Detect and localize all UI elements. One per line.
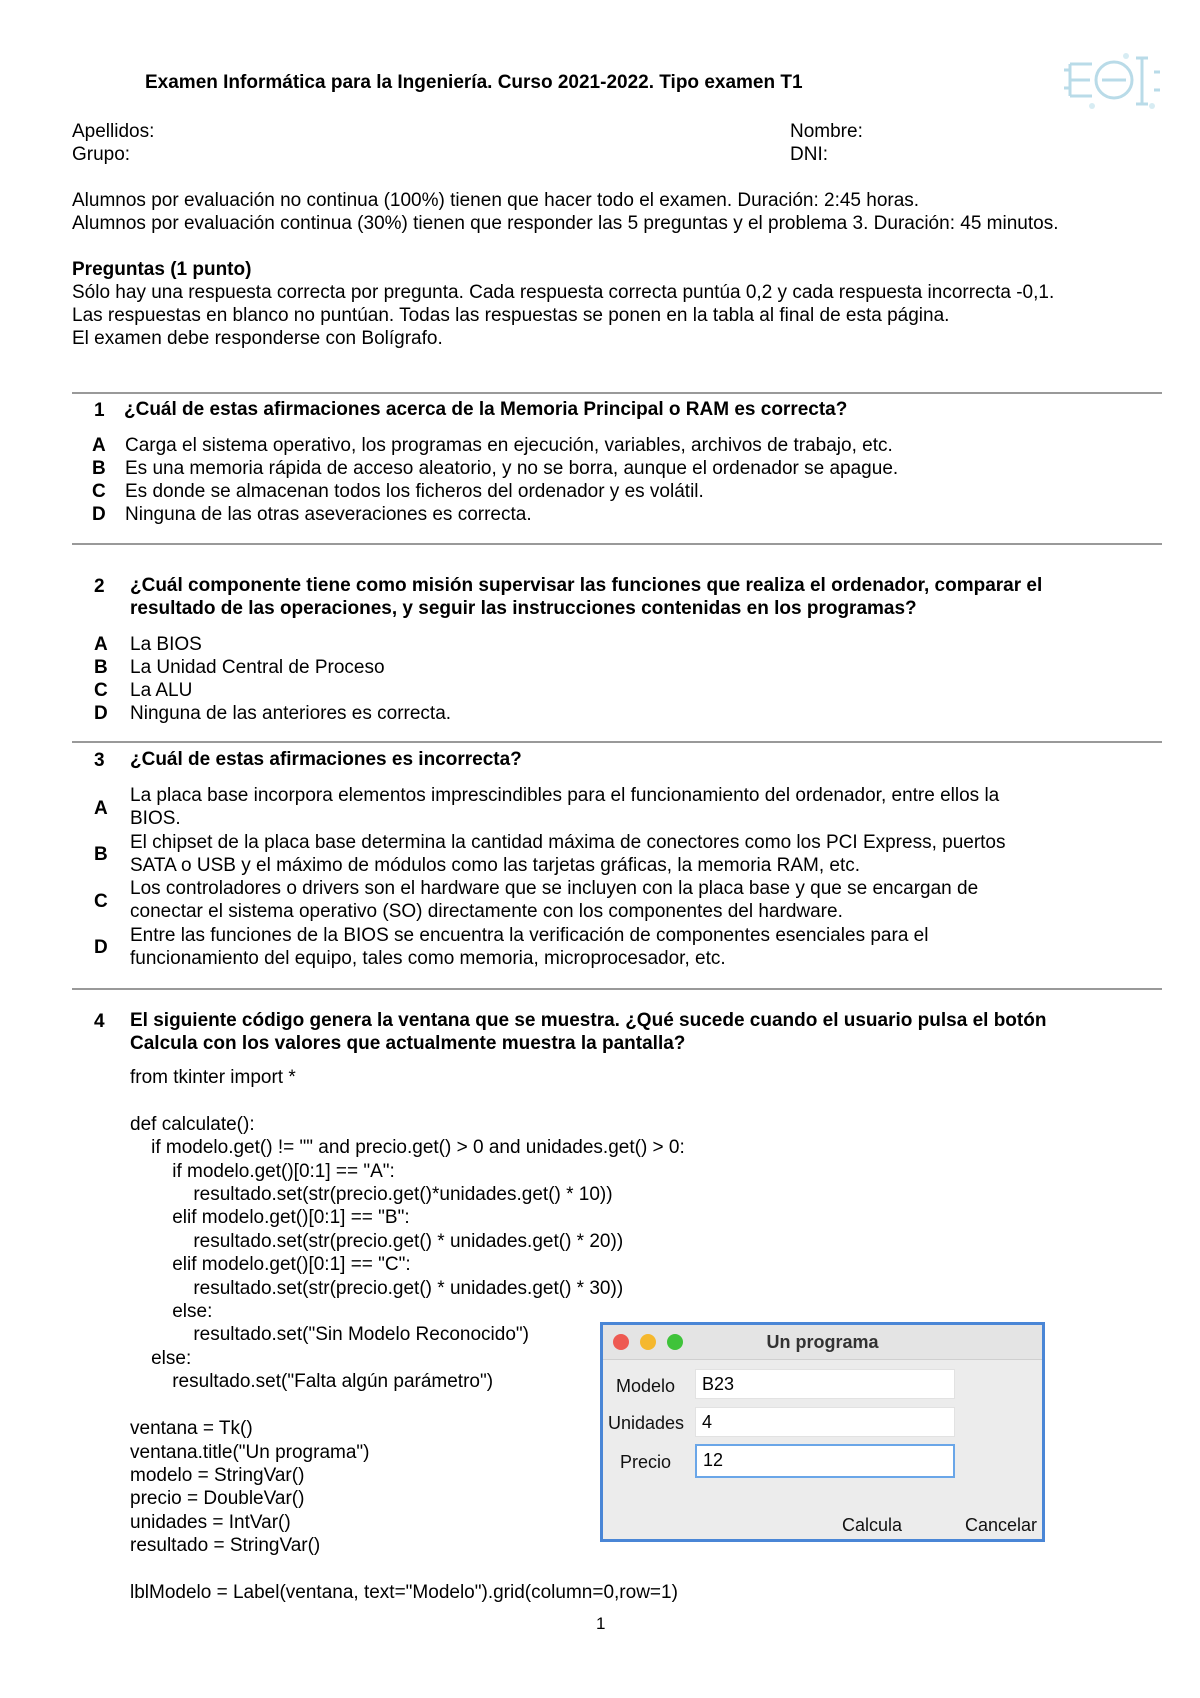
question-4-number: 4 [94, 1011, 105, 1032]
divider [72, 392, 1162, 394]
code-line: if modelo.get() != "" and precio.get() > 0 and unidades.get() > 0: [130, 1137, 685, 1159]
divider [72, 543, 1162, 545]
code-line: else: [130, 1347, 192, 1369]
option-text: La ALU [130, 680, 193, 701]
option-letter: A [92, 435, 106, 456]
nombre-label: Nombre: [790, 121, 863, 142]
option-text: Es una memoria rápida de acceso aleatorio, y no se borra, aunque el ordenador se apague. [125, 458, 899, 479]
dni-label: DNI: [790, 144, 828, 165]
unidades-input[interactable]: 4 [695, 1407, 955, 1437]
page-number: 1 [596, 1614, 606, 1633]
option-letter: D [94, 937, 108, 958]
code-line: resultado.set(str(precio.get() * unidades.get() * 30)) [130, 1277, 624, 1299]
option-letter: D [94, 703, 108, 724]
code-line: if modelo.get()[0:1] == "A": [130, 1160, 395, 1182]
option-text: La Unidad Central de Proceso [130, 657, 385, 678]
code-line: precio = DoubleVar() [130, 1488, 305, 1510]
code-line: elif modelo.get()[0:1] == "C": [130, 1254, 411, 1276]
option-text-2: funcionamiento del equipo, tales como memoria, microprocesador, etc. [130, 948, 726, 969]
option-text-2: SATA o USB y el máximo de módulos como las tarjetas gráficas, la memoria RAM, etc. [130, 855, 860, 876]
question-3-number: 3 [94, 750, 105, 771]
option-letter: C [94, 891, 108, 912]
code-line: ventana.title("Un programa") [130, 1441, 370, 1463]
option-text: Ninguna de las anteriores es correcta. [130, 703, 452, 724]
option-letter: C [92, 481, 106, 502]
preguntas-line-1: Sólo hay una respuesta correcta por pregunta. Cada respuesta correcta puntúa 0,2 y cada respuesta incorrecta -0,1. [72, 282, 1055, 303]
preguntas-heading: Preguntas (1 punto) [72, 259, 252, 280]
question-2-number: 2 [94, 576, 105, 597]
option-text: La BIOS [130, 634, 202, 655]
code-line: ventana = Tk() [130, 1418, 253, 1440]
preguntas-line-2: Las respuestas en blanco no puntúan. Todas las respuestas se ponen en la tabla al final de esta página. [72, 305, 950, 326]
tk-window [600, 1322, 1045, 1542]
question-4-text-2: Calcula con los valores que actualmente muestra la pantalla? [130, 1033, 686, 1054]
intro-line-2: Alumnos por evaluación continua (30%) tienen que responder las 5 preguntas y el problema 3. Duración: 45 minutos. [72, 213, 1059, 234]
code-line: resultado.set(str(precio.get()*unidades.get() * 10)) [130, 1184, 613, 1206]
option-letter: B [92, 458, 106, 479]
option-text: Ninguna de las otras aseveraciones es correcta. [125, 504, 532, 525]
code-line [130, 1558, 685, 1581]
option-text: Carga el sistema operativo, los programas en ejecución, variables, archivos de trabajo, etc. [125, 435, 893, 456]
question-1-text: ¿Cuál de estas afirmaciones acerca de la Memoria Principal o RAM es correcta? [124, 399, 848, 420]
option-letter: B [94, 844, 108, 865]
divider [72, 988, 1162, 990]
option-letter: B [94, 657, 108, 678]
preguntas-line-3: El examen debe responderse con Bolígrafo. [72, 328, 443, 349]
code-line: resultado.set(str(precio.get() * unidades.get() * 20)) [130, 1230, 624, 1252]
code-line: modelo = StringVar() [130, 1464, 305, 1486]
code-line: resultado = StringVar() [130, 1535, 321, 1557]
code-line: def calculate(): [130, 1113, 255, 1135]
code-line: unidades = IntVar() [130, 1511, 291, 1533]
code-line: lblModelo = Label(ventana, text="Modelo").grid(column=0,row=1) [130, 1581, 678, 1603]
eii-logo [1062, 50, 1162, 112]
code-line: else: [130, 1301, 213, 1323]
option-text-1: Entre las funciones de la BIOS se encuentra la verificación de componentes esenciales para el [130, 925, 929, 946]
option-letter: D [92, 504, 106, 525]
modelo-label: Modelo [616, 1376, 676, 1396]
option-text-1: La placa base incorpora elementos imprescindibles para el funcionamiento del ordenador, entre ellos la [130, 785, 1000, 806]
question-4-text-1: El siguiente código genera la ventana que se muestra. ¿Qué sucede cuando el usuario pulsa el botón [130, 1010, 1047, 1031]
option-text-1: El chipset de la placa base determina la cantidad máxima de conectores como los PCI Express, puertos [130, 832, 1006, 853]
code-line [130, 1089, 685, 1112]
option-text-2: BIOS. [130, 808, 181, 829]
code-line: resultado.set("Sin Modelo Reconocido") [130, 1324, 529, 1346]
exam-title: Examen Informática para la Ingeniería. Curso 2021-2022. Tipo examen T1 [145, 72, 803, 93]
question-3-text: ¿Cuál de estas afirmaciones es incorrecta? [130, 749, 522, 770]
option-text-1: Los controladores o drivers son el hardware que se incluyen con la placa base y que se encargan de [130, 878, 979, 899]
code-line: elif modelo.get()[0:1] == "B": [130, 1207, 410, 1229]
precio-input[interactable]: 12 [695, 1444, 955, 1478]
code-line: from tkinter import * [130, 1067, 296, 1088]
apellidos-label: Apellidos: [72, 121, 155, 142]
question-2-text-1: ¿Cuál componente tiene como misión supervisar las funciones que realiza el ordenador, comparar el [130, 575, 1043, 596]
question-2-text-2: resultado de las operaciones, y seguir las instrucciones contenidas en los programas? [130, 598, 917, 619]
question-1-number: 1 [94, 400, 105, 421]
unidades-label: Unidades [608, 1413, 685, 1433]
divider [72, 741, 1162, 743]
code-line: resultado.set("Falta algún parámetro") [130, 1371, 494, 1393]
precio-label: Precio [620, 1452, 672, 1472]
modelo-input[interactable]: B23 [695, 1369, 955, 1399]
option-letter: A [94, 798, 108, 819]
option-letter: C [94, 680, 108, 701]
intro-line-1: Alumnos por evaluación no continua (100%) tienen que hacer todo el examen. Duración: 2:45 horas. [72, 190, 920, 211]
option-text: Es donde se almacenan todos los ficheros del ordenador y es volátil. [125, 481, 704, 502]
calcula-button[interactable]: Calcula [842, 1515, 903, 1535]
option-letter: A [94, 634, 108, 655]
grupo-label: Grupo: [72, 144, 131, 165]
option-text-2: conectar el sistema operativo (SO) directamente con los componentes del hardware. [130, 901, 843, 922]
cancelar-button[interactable]: Cancelar [965, 1515, 1038, 1535]
window-title: Un programa [766, 1332, 879, 1352]
window-titlebar [603, 1325, 1042, 1360]
